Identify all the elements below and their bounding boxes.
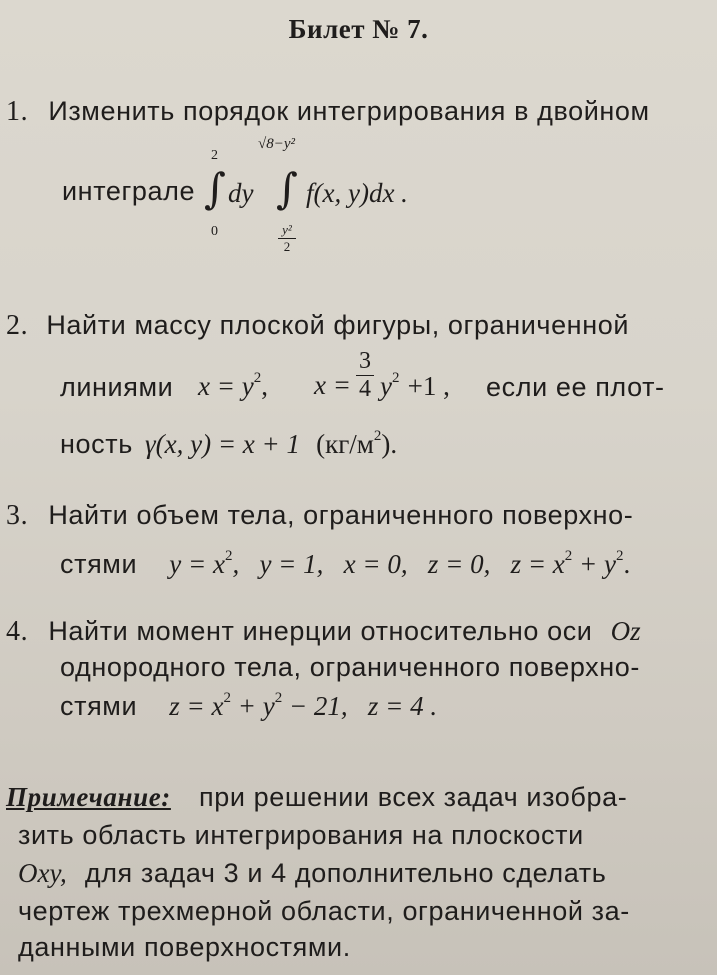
density-units-exponent: 2 bbox=[373, 428, 382, 444]
equation-2-fraction bbox=[356, 348, 374, 403]
problem-2-equation-1 bbox=[198, 370, 268, 402]
problem-3-formula-b: , y = 1, x = 0, z = 0, z = x bbox=[232, 549, 565, 579]
problem-4-text: Найти момент инерции относительно оси bbox=[48, 616, 593, 646]
note-line-3 bbox=[18, 858, 606, 889]
problem-4-word: стями bbox=[60, 691, 138, 721]
outer-integral-sign: ∫ bbox=[204, 164, 226, 213]
inner-upper-limit: √8−y² bbox=[258, 136, 296, 152]
problem-3-formula-c: + y bbox=[572, 549, 617, 579]
problem-3-formula-a: y = x bbox=[169, 549, 225, 579]
problem-2-line-1 bbox=[6, 310, 629, 342]
problem-1-text: Изменить порядок интегрирования в двойном bbox=[48, 96, 650, 126]
equation-1-exponent: 2 bbox=[253, 370, 262, 386]
problem-4-axis: Oz bbox=[610, 616, 641, 646]
note-line-1 bbox=[6, 782, 627, 813]
equation-1-text: x = y bbox=[198, 371, 254, 401]
note-label: Примечание: bbox=[6, 782, 171, 812]
problem-3-formula-b-exponent: 2 bbox=[564, 548, 573, 564]
equation-2-variable: y bbox=[380, 371, 392, 401]
problem-4-formula-c: − 21, z = 4 . bbox=[282, 691, 438, 721]
inner-lower-denominator: 2 bbox=[278, 238, 296, 255]
density-word: ность bbox=[60, 429, 133, 459]
note-line-4: чертеж трехмерной области, ограниченной за- bbox=[18, 896, 630, 926]
problem-2-line-3 bbox=[60, 428, 397, 460]
problem-2-number: 2. bbox=[6, 310, 29, 341]
note-plane-name: Oxy, bbox=[18, 858, 67, 888]
problem-4-formula-a: z = x bbox=[169, 691, 224, 721]
problem-2-equation-2-lhs bbox=[314, 370, 351, 401]
density-units-close: ). bbox=[381, 429, 398, 459]
problem-3-formula-c-exponent: 2 bbox=[616, 548, 624, 564]
outer-upper-limit: 2 bbox=[211, 148, 218, 163]
problem-2-word-lines: линиями bbox=[60, 372, 174, 402]
equation-2-lhs: x = bbox=[314, 370, 351, 400]
problem-1-number: 1. bbox=[6, 96, 29, 127]
problem-4-line-2: однородного тела, ограниченного поверхно- bbox=[60, 652, 640, 682]
equation-1-comma: , bbox=[261, 371, 268, 401]
problem-1-word: интеграле bbox=[62, 176, 196, 206]
problem-4-line-3 bbox=[60, 690, 437, 722]
inner-lower-numerator: y² bbox=[282, 222, 292, 237]
outer-lower-limit: 0 bbox=[211, 224, 218, 239]
ticket-title: Билет № 7. bbox=[288, 14, 429, 44]
note-text-1: при решении всех задач изобра- bbox=[199, 782, 628, 812]
density-units: (кг/м bbox=[316, 429, 374, 459]
equation-2-exponent: 2 bbox=[391, 370, 400, 386]
integrand: f(x, y)dx . bbox=[306, 178, 408, 208]
problem-3-number: 3. bbox=[6, 500, 29, 531]
outer-differential: dy bbox=[228, 178, 254, 208]
problem-4-number: 4. bbox=[6, 616, 29, 647]
problem-3-text: Найти объем тела, ограниченного поверхно- bbox=[48, 500, 634, 530]
problem-3-word: стями bbox=[60, 549, 138, 579]
equation-2-tail: +1 , bbox=[407, 371, 450, 401]
note-line-5: данными поверхностями. bbox=[18, 932, 351, 962]
problem-4-line-1 bbox=[6, 616, 641, 648]
problem-4-formula-b: + y bbox=[230, 691, 275, 721]
problem-2-text: Найти массу плоской фигуры, ограниченной bbox=[46, 310, 630, 340]
problem-2-equation-2-rest bbox=[380, 370, 450, 402]
problem-3-formula-end: . bbox=[623, 549, 631, 579]
problem-1-line-1 bbox=[6, 96, 650, 128]
note-text-3: для задач 3 и 4 дополнительно сделать bbox=[84, 858, 607, 888]
problem-4-formula-b-exponent: 2 bbox=[274, 690, 283, 706]
inner-lower-limit-fraction bbox=[278, 222, 296, 255]
problem-3-formula-a-exponent: 2 bbox=[224, 548, 233, 564]
problem-3-line-1 bbox=[6, 500, 633, 532]
note-line-2: зить область интегрирования на плоскости bbox=[18, 820, 584, 850]
equation-2-numerator: 3 bbox=[359, 348, 371, 374]
inner-integral-sign: ∫ bbox=[276, 164, 298, 213]
density-formula: γ(x, y) = x + 1 bbox=[144, 429, 300, 459]
problem-2-tail-text: если ее плот- bbox=[486, 372, 665, 402]
equation-2-denominator: 4 bbox=[356, 375, 374, 403]
problem-4-formula-a-exponent: 2 bbox=[223, 690, 231, 706]
problem-3-line-2 bbox=[60, 548, 630, 580]
